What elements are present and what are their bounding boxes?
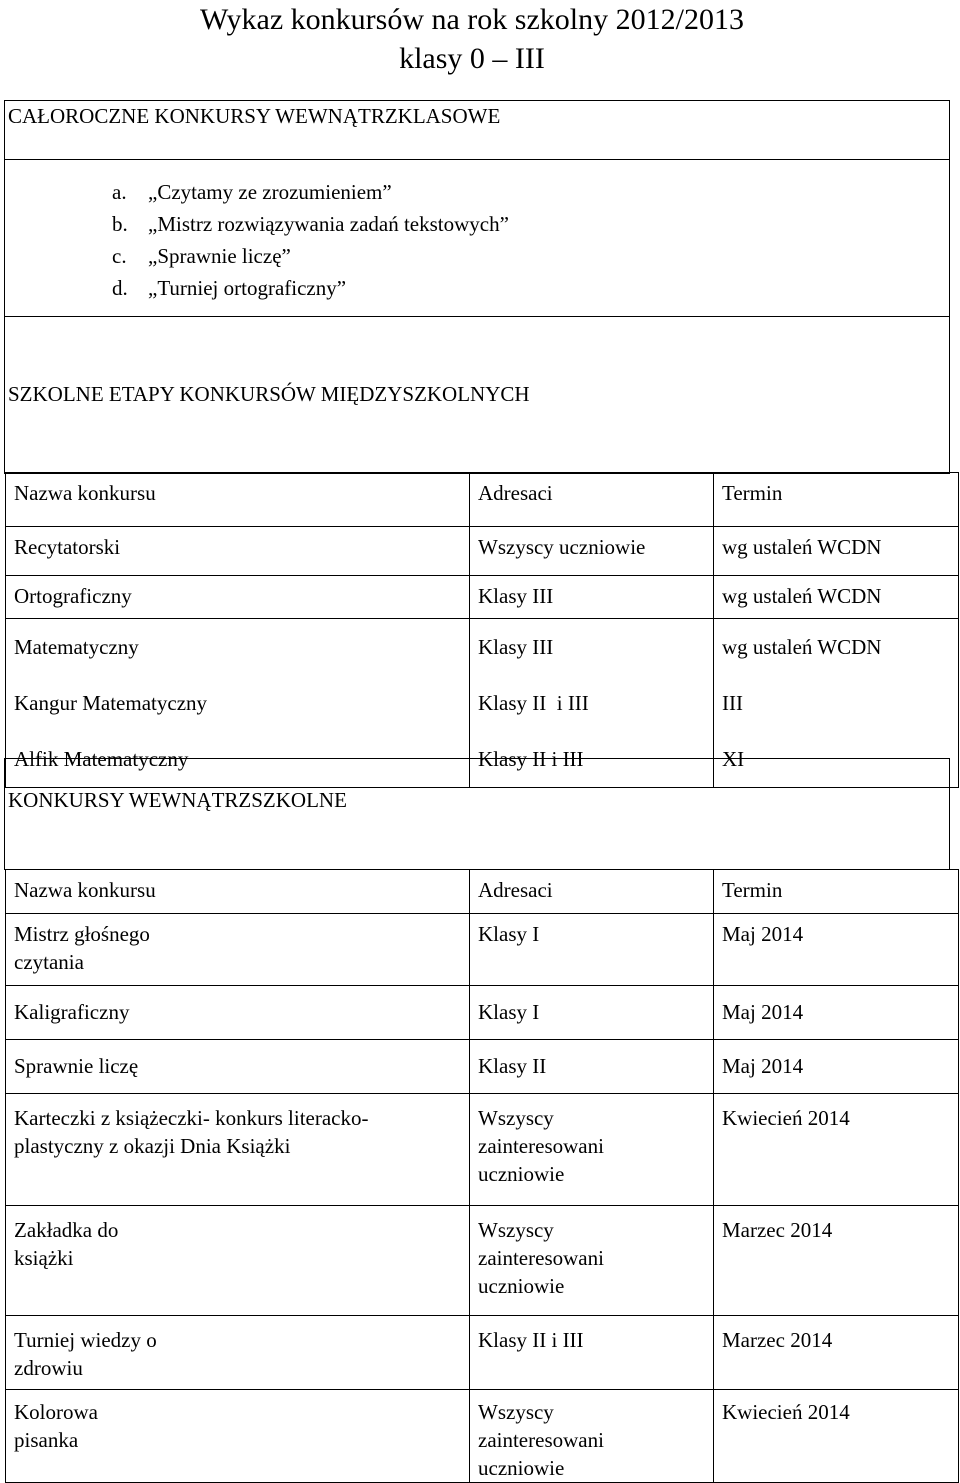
table-row — [6, 986, 959, 1040]
table-row — [6, 1094, 959, 1206]
table-row — [6, 1206, 959, 1316]
table-cell: Wszyscy zainteresowani uczniowie — [470, 1390, 714, 1483]
table-cell: Klasy II — [470, 1040, 714, 1094]
list-item: c. „Sprawnie liczę” — [112, 244, 291, 268]
section1-list — [112, 176, 509, 304]
cell-line: Klasy II i III — [478, 691, 589, 715]
title-line-2: klasy 0 – III — [399, 42, 545, 75]
header-cell: Adresaci — [470, 870, 714, 914]
header-cell: Termin — [714, 870, 959, 914]
header-cell: Adresaci — [470, 473, 714, 527]
table-cell: Marzec 2014 — [714, 1206, 959, 1316]
table-cell: Wszyscy uczniowie — [470, 527, 714, 576]
section3-heading: KONKURSY WEWNĄTRZSZKOLNE — [8, 788, 347, 812]
table-header-row — [6, 473, 959, 527]
section1-heading: CAŁOROCZNE KONKURSY WEWNĄTRZKLASOWE — [8, 104, 501, 128]
cell-line: XI — [722, 747, 745, 771]
cell-line: wg ustaleń WCDN — [722, 635, 882, 659]
table-cell: wg ustaleń WCDN — [714, 576, 959, 619]
table-cell: Maj 2014 — [714, 986, 959, 1040]
table-cell: Kwiecień 2014 — [714, 1094, 959, 1206]
cell-line: Matematyczny — [14, 635, 139, 659]
table-cell: Sprawnie liczę — [6, 1040, 470, 1094]
table-row — [6, 914, 959, 986]
header-cell: Termin — [714, 473, 959, 527]
section3-heading-box — [4, 758, 950, 870]
header-cell: Nazwa konkursu — [6, 870, 470, 914]
table-cell: Klasy III — [470, 576, 714, 619]
cell-line: Klasy II i III — [478, 747, 584, 771]
table-header-row — [6, 870, 959, 914]
table-cell: Klasy I — [470, 914, 714, 986]
table-cell: wg ustaleń WCDN — [714, 527, 959, 576]
table-cell: Ortograficzny — [6, 576, 470, 619]
cell-line: Kangur Matematyczny — [14, 691, 208, 715]
cell-line: III — [722, 691, 743, 715]
document-title — [0, 0, 944, 78]
table-cell: Zakładka do książki — [6, 1206, 470, 1316]
table-cell: Karteczki z książeczki- konkurs literacko-plastyczny z okazji Dnia Książki — [6, 1094, 470, 1206]
table-cell: Wszyscy zainteresowani uczniowie — [470, 1206, 714, 1316]
table-cell: Mistrz głośnego czytania — [6, 914, 470, 986]
table-cell: Recytatorski — [6, 527, 470, 576]
table-cell: Wszyscy zainteresowani uczniowie — [470, 1094, 714, 1206]
table-cell: Kaligraficzny — [6, 986, 470, 1040]
list-item: d. „Turniej ortograficzny” — [112, 276, 347, 300]
table-cell: Turniej wiedzy o zdrowiu — [6, 1316, 470, 1390]
list-item: a. „Czytamy ze zrozumieniem” — [112, 180, 392, 204]
table-cell: Maj 2014 — [714, 914, 959, 986]
table-cell: Marzec 2014 — [714, 1316, 959, 1390]
section3-table — [5, 869, 959, 1483]
table-row — [6, 576, 959, 619]
section2-table — [5, 472, 959, 788]
section2-heading: SZKOLNE ETAPY KONKURSÓW MIĘDZYSZKOLNYCH — [8, 382, 530, 406]
table-row — [6, 527, 959, 576]
table-row — [6, 1040, 959, 1094]
cell-line: Alfik Matematyczny — [14, 747, 189, 771]
table-row — [6, 1316, 959, 1390]
table-cell: Maj 2014 — [714, 1040, 959, 1094]
title-line-1: Wykaz konkursów na rok szkolny 2012/2013 — [200, 3, 744, 36]
table-cell: Klasy II i III — [470, 1316, 714, 1390]
table-row — [6, 1390, 959, 1483]
header-cell: Nazwa konkursu — [6, 473, 470, 527]
list-item: b. „Mistrz rozwiązywania zadań tekstowych” — [112, 212, 509, 236]
table-cell: Kwiecień 2014 — [714, 1390, 959, 1483]
table-cell: Klasy I — [470, 986, 714, 1040]
cell-line: Klasy III — [478, 635, 554, 659]
table-cell: Kolorowa pisanka — [6, 1390, 470, 1483]
